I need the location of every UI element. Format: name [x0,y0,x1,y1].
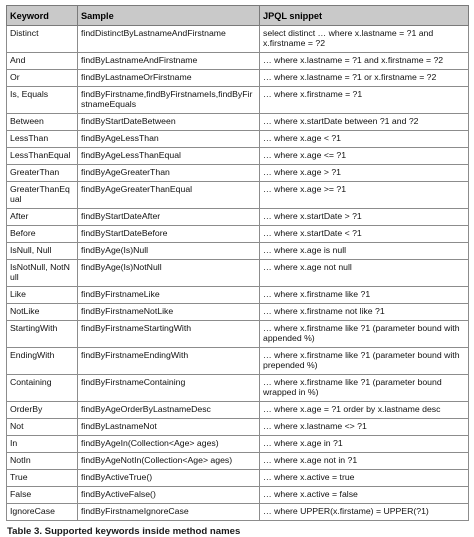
sample-cell: findByStartDateAfter [78,209,260,226]
jpql-cell: … where x.age <= ?1 [260,148,469,165]
jpql-cell: … where x.lastname = ?1 and x.firstname = ?2 [260,53,469,70]
jpql-cell: … where x.firstname like ?1 [260,287,469,304]
jpql-cell: … where x.age < ?1 [260,131,469,148]
table-row [7,70,469,87]
keyword-cell: Containing [7,375,78,402]
table-row [7,114,469,131]
table-row [7,226,469,243]
jpql-cell: … where x.firstname like ?1 (parameter bound with appended %) [260,321,469,348]
table-row [7,131,469,148]
sample-cell: findByAgeLessThanEqual [78,148,260,165]
table-row [7,209,469,226]
sample-cell: findByFirstnameNotLike [78,304,260,321]
table-row [7,470,469,487]
table-row [7,87,469,114]
keyword-cell: False [7,487,78,504]
header-keyword: Keyword [7,6,78,26]
jpql-cell: … where x.active = true [260,470,469,487]
table-row [7,26,469,53]
table-row [7,165,469,182]
keyword-cell: Not [7,419,78,436]
keyword-cell: NotLike [7,304,78,321]
table-row [7,321,469,348]
header-sample: Sample [78,6,260,26]
jpql-cell: … where x.startDate between ?1 and ?2 [260,114,469,131]
keyword-cell: EndingWith [7,348,78,375]
sample-cell: findByAge(Is)NotNull [78,260,260,287]
table-row [7,487,469,504]
keyword-cell: GreaterThanEqual [7,182,78,209]
sample-cell: findByAgeNotIn(Collection<Age> ages) [78,453,260,470]
sample-cell: findByLastnameOrFirstname [78,70,260,87]
keyword-cell: Distinct [7,26,78,53]
jpql-cell: … where x.firstname like ?1 (parameter bound with prepended %) [260,348,469,375]
jpql-cell: … where UPPER(x.firstame) = UPPER(?1) [260,504,469,521]
jpql-cell: … where x.age > ?1 [260,165,469,182]
table-row [7,504,469,521]
table-row [7,304,469,321]
sample-cell: findByAgeGreaterThanEqual [78,182,260,209]
keyword-cell: IsNotNull, NotNull [7,260,78,287]
jpql-cell: … where x.lastname = ?1 or x.firstname = ?2 [260,70,469,87]
keyword-cell: LessThan [7,131,78,148]
jpql-cell: … where x.age = ?1 order by x.lastname desc [260,402,469,419]
table-row [7,182,469,209]
jpql-cell: … where x.firstname not like ?1 [260,304,469,321]
keyword-cell: OrderBy [7,402,78,419]
keyword-cell: LessThanEqual [7,148,78,165]
sample-cell: findByLastnameAndFirstname [78,53,260,70]
sample-cell: findByFirstnameLike [78,287,260,304]
jpql-cell: … where x.firstname like ?1 (parameter bound wrapped in %) [260,375,469,402]
keyword-cell: Or [7,70,78,87]
jpql-cell: … where x.firstname = ?1 [260,87,469,114]
table-row [7,402,469,419]
keyword-cell: In [7,436,78,453]
table-row [7,453,469,470]
jpql-cell: … where x.startDate > ?1 [260,209,469,226]
keyword-cell: And [7,53,78,70]
keyword-cell: IsNull, Null [7,243,78,260]
sample-cell: findByAge(Is)Null [78,243,260,260]
jpql-cell: … where x.active = false [260,487,469,504]
sample-cell: findByFirstnameContaining [78,375,260,402]
table-row [7,53,469,70]
table-row [7,375,469,402]
sample-cell: findByActiveFalse() [78,487,260,504]
table-row [7,243,469,260]
table-row [7,260,469,287]
keyword-cell: After [7,209,78,226]
sample-cell: findByAgeIn(Collection<Age> ages) [78,436,260,453]
sample-cell: findByStartDateBefore [78,226,260,243]
sample-cell: findByAgeOrderByLastnameDesc [78,402,260,419]
keyword-cell: IgnoreCase [7,504,78,521]
table-caption: Table 3. Supported keywords inside method names [7,526,241,537]
table-row [7,419,469,436]
keyword-cell: Between [7,114,78,131]
keyword-cell: GreaterThan [7,165,78,182]
sample-cell: findByFirstnameStartingWith [78,321,260,348]
keyword-cell: Like [7,287,78,304]
jpql-cell: … where x.age in ?1 [260,436,469,453]
sample-cell: findByLastnameNot [78,419,260,436]
sample-cell: findByAgeLessThan [78,131,260,148]
header-jpql-snippet: JPQL snippet [260,6,469,26]
table-row [7,287,469,304]
sample-cell: findByFirstnameIgnoreCase [78,504,260,521]
keywords-table-container [6,5,468,537]
sample-cell: findByFirstnameEndingWith [78,348,260,375]
keyword-cell: Before [7,226,78,243]
table-row [7,148,469,165]
keyword-cell: NotIn [7,453,78,470]
keyword-cell: Is, Equals [7,87,78,114]
sample-cell: findByStartDateBetween [78,114,260,131]
sample-cell: findByActiveTrue() [78,470,260,487]
keyword-cell: StartingWith [7,321,78,348]
keyword-cell: True [7,470,78,487]
jpql-cell: select distinct … where x.lastname = ?1 and x.firstname = ?2 [260,26,469,53]
sample-cell: findByFirstname,findByFirstnameIs,findByFirstnameEquals [78,87,260,114]
table-row [7,436,469,453]
sample-cell: findDistinctByLastnameAndFirstname [78,26,260,53]
table-row [7,348,469,375]
jpql-cell: … where x.age not null [260,260,469,287]
jpql-cell: … where x.age is null [260,243,469,260]
jpql-cell: … where x.age not in ?1 [260,453,469,470]
jpql-cell: … where x.age >= ?1 [260,182,469,209]
jpql-cell: … where x.startDate < ?1 [260,226,469,243]
keywords-table [6,5,469,521]
sample-cell: findByAgeGreaterThan [78,165,260,182]
jpql-cell: … where x.lastname <> ?1 [260,419,469,436]
table-header-row [7,6,469,26]
